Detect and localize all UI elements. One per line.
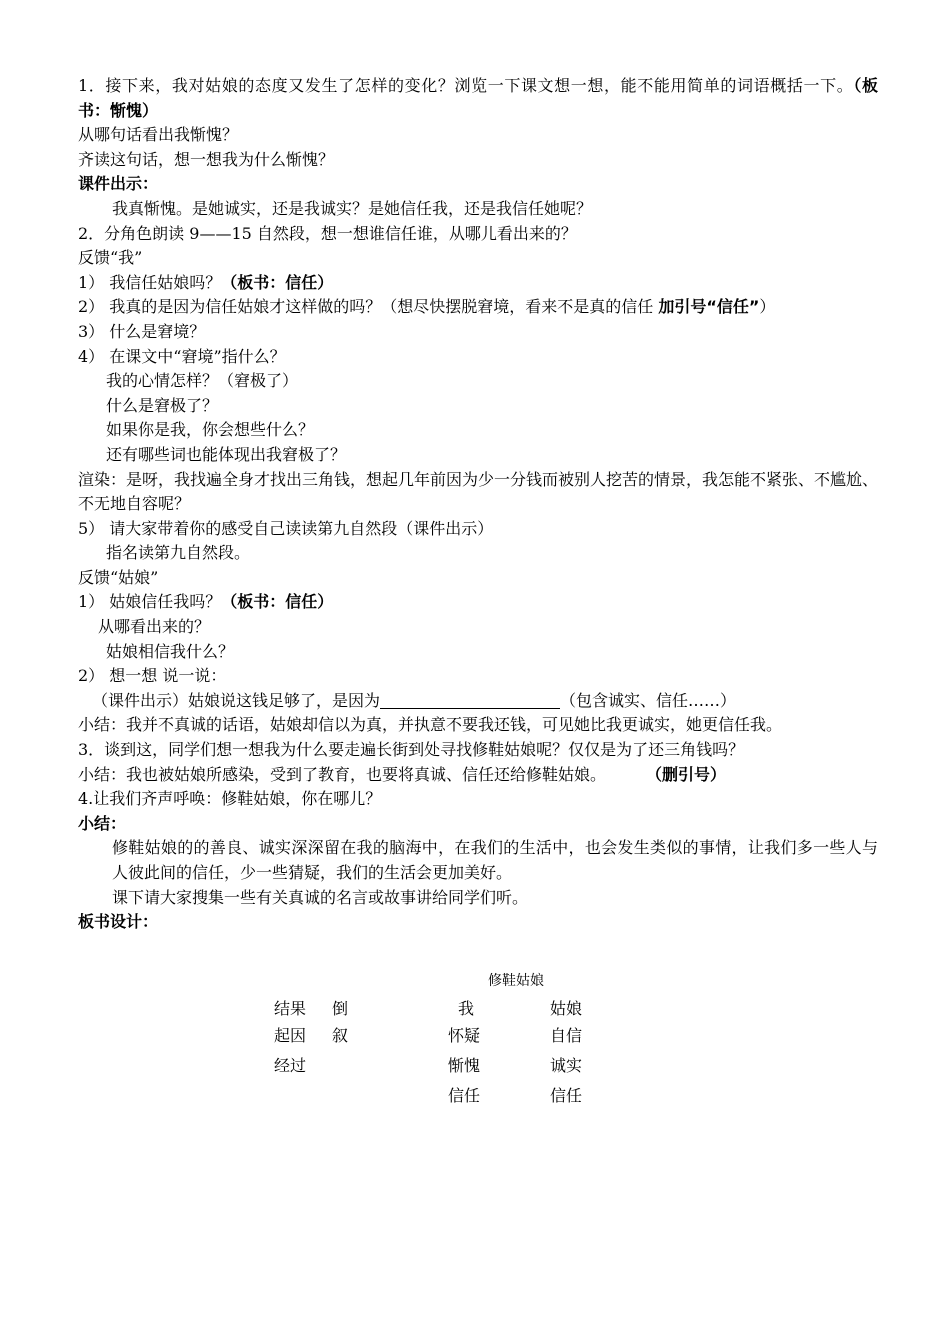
text-line: 4.让我们齐声呼唤：修鞋姑娘，你在哪儿？: [78, 789, 382, 809]
fill-in-line: （课件出示）姑娘说这钱足够了，是因为 （包含诚实、信任……）: [92, 690, 737, 710]
section-heading: 小结：: [78, 813, 127, 833]
board-note: （板书：信任）: [221, 272, 334, 292]
blackboard-design: [78, 970, 878, 1110]
board-cell: 信任: [550, 1086, 583, 1105]
paragraph-summary: 修鞋姑娘的的善良、诚实深深留在我的脑海中，在我们的生活中，也会发生类似的事情，让我们多一些人与人彼此间的信任，少一些猜疑，我们的生活会更加美好。: [112, 838, 878, 882]
list-item: 2） 我真的是因为信任姑娘才这样做的吗？（想尽快摆脱窘境，看来不是真的信任 加引号“信任”）: [78, 297, 776, 317]
board-cell: 姑娘: [550, 999, 583, 1018]
board-cell: 叙: [332, 1026, 349, 1045]
paragraph-question-1: 1．接下来，我对姑娘的态度又发生了怎样的变化？浏览一下课文想一想，能不能用简单的词语概括一下。（板书：惭愧）: [78, 76, 878, 120]
board-note: （删引号）: [646, 764, 727, 784]
section-heading: 板书设计：: [78, 912, 159, 932]
list-item: 5） 请大家带着你的感受自己读读第九自然段（课件出示）: [78, 518, 494, 538]
list-item: 4） 在课文中“窘境”指什么？: [78, 346, 286, 366]
board-note: 加引号“信任”: [658, 297, 760, 317]
list-item: 1） 我信任姑娘吗？（板书：信任）: [78, 272, 334, 292]
courseware-quote: 我真惭愧。是她诚实，还是我诚实？是她信任我，还是我信任她呢？: [112, 198, 593, 218]
list-item: 3） 什么是窘境？: [78, 321, 206, 341]
board-cell: 起因: [274, 1026, 307, 1045]
board-cell: 经过: [274, 1056, 307, 1075]
answer-blank: [380, 692, 560, 709]
text-line: 齐读这句话，想一想我为什么惭愧？: [78, 149, 335, 169]
board-cell: 结果: [274, 999, 307, 1018]
text-line: 反馈“姑娘”: [78, 567, 159, 587]
summary-line: 小结：我并不真诚的话语，姑娘却信以为真，并执意不要我还钱，可见她比我更诚实，她更信任我。: [78, 715, 783, 735]
list-item: 1） 姑娘信任我吗？（板书：信任）: [78, 592, 334, 612]
section-heading: 课件出示：: [78, 174, 159, 194]
text-line: 2．分角色朗读 9——15 自然段，想一想谁信任谁，从哪儿看出来的？: [78, 223, 577, 243]
board-cell: 惭愧: [448, 1056, 481, 1075]
board-cell: 诚实: [550, 1056, 583, 1075]
board-note: （板书：惭愧）: [78, 76, 878, 120]
board-cell: 信任: [448, 1086, 481, 1105]
text-line: 课下请大家搜集一些有关真诚的名言或故事讲给同学们听。: [112, 887, 529, 907]
text-line: 什么是窘极了？: [106, 395, 219, 415]
board-cell: 我: [458, 999, 475, 1018]
text-line: 3．谈到这，同学们想一想我为什么要走遍长街到处寻找修鞋姑娘呢？仅仅是为了还三角钱吗？: [78, 740, 745, 760]
text-line: 姑娘相信我什么？: [106, 641, 235, 661]
text-line: 反馈“我”: [78, 248, 143, 268]
text-line: 从哪看出来的？: [98, 617, 211, 637]
list-item: 2） 想一想 说一说：: [78, 666, 227, 686]
paragraph: 渲染：是呀，我找遍全身才找出三角钱，想起几年前因为少一分钱而被别人挖苦的情景，我怎能不紧张、不尴尬、不无地自容呢？: [78, 469, 879, 514]
text-line: 从哪句话看出我惭愧？: [78, 125, 239, 145]
board-cell: 怀疑: [448, 1026, 481, 1045]
text-line: 如果你是我，你会想些什么？: [106, 420, 315, 440]
board-note: （板书：信任）: [221, 592, 334, 612]
board-cell: 自信: [550, 1026, 583, 1045]
board-title: 修鞋姑娘: [488, 973, 544, 989]
board-cell: 倒: [332, 999, 349, 1018]
text-line: 我的心情怎样？（窘极了）: [106, 371, 299, 391]
summary-line: 小结：我也被姑娘所感染，受到了教育，也要将真诚、信任还给修鞋姑娘。 （删引号）: [78, 764, 727, 784]
text-line: 还有哪些词也能体现出我窘极了？: [106, 444, 347, 464]
document-page: [78, 74, 879, 1105]
text-line: 指名读第九自然段。: [106, 543, 251, 563]
